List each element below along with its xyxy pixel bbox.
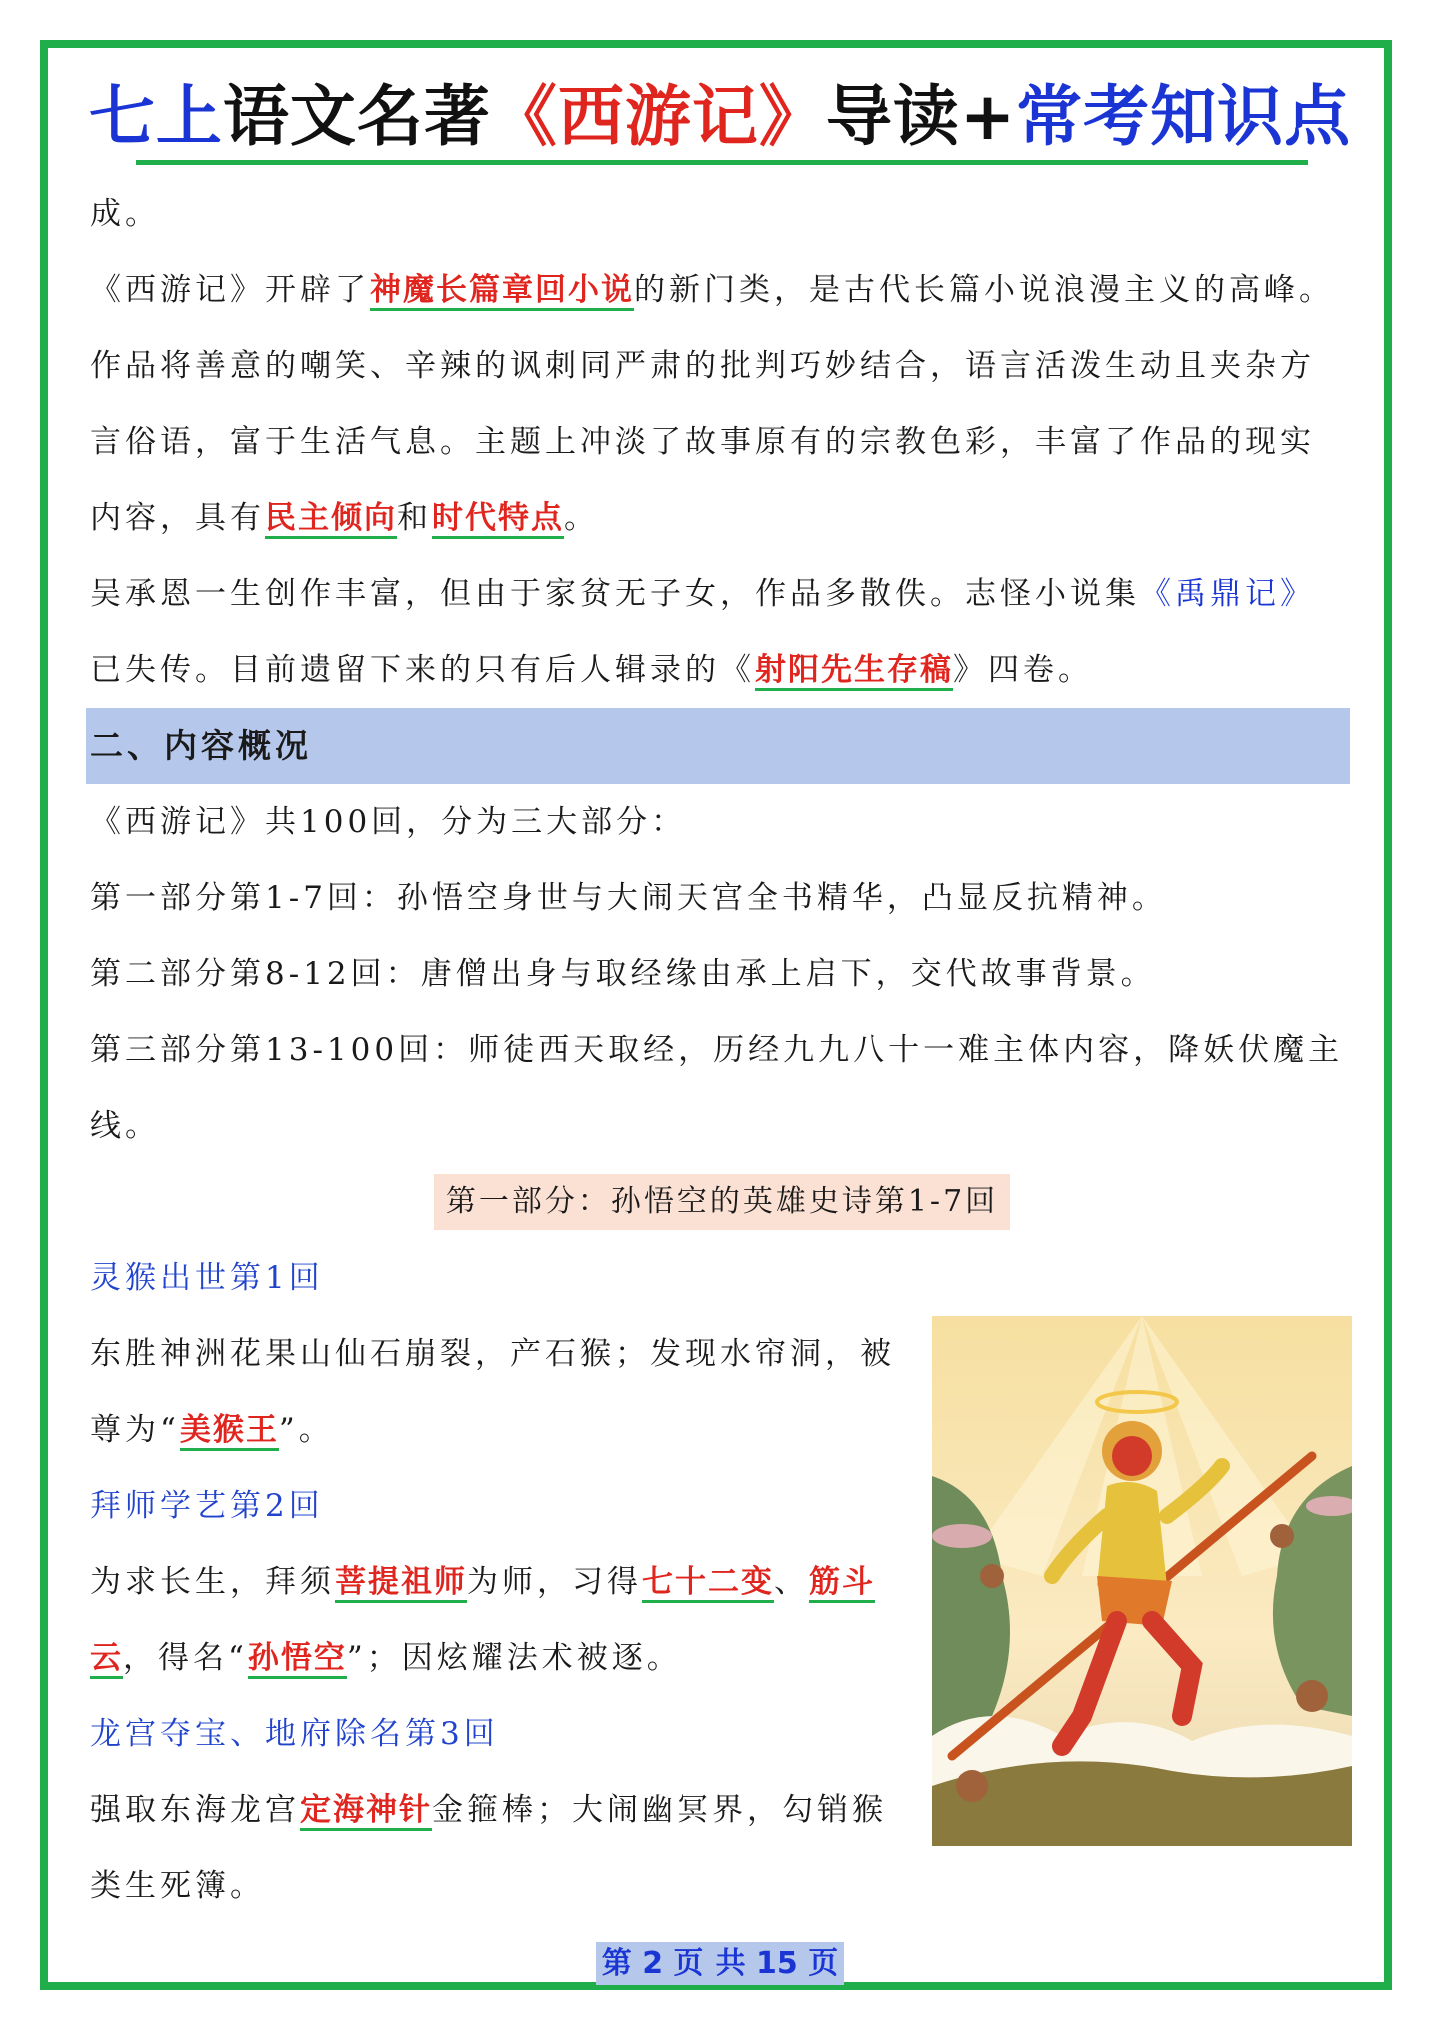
highlight-term: 七十二变	[642, 1564, 774, 1603]
highlight-term: 民主倾向	[265, 500, 397, 539]
text: 。	[564, 500, 599, 536]
part-title: 第一部分：孙悟空的英雄史诗第1-7回	[434, 1174, 1010, 1230]
intro-line: 作品将善意的嘲笑、辛辣的讽刺同严肃的批判巧妙结合，语言活泼生动且夹杂方	[90, 348, 1315, 384]
highlight-term: 筋斗	[809, 1564, 875, 1603]
chapter-line: 类生死簿。	[90, 1868, 265, 1904]
text: 和	[397, 500, 432, 536]
text: 》四卷。	[953, 652, 1093, 688]
intro-line	[90, 252, 1360, 328]
intro-line	[90, 480, 1360, 556]
intro-line	[90, 556, 1360, 632]
highlight-term: 神魔长篇章回小说	[370, 272, 634, 311]
chapter-title: 灵猴出世第1回	[90, 1260, 324, 1296]
text: 强取东海龙宫	[90, 1792, 300, 1828]
book-title-blue: 《禹鼎记》	[1140, 576, 1315, 612]
title-part-5: 常考知识点	[1016, 78, 1352, 155]
intro-line: 成。	[90, 196, 160, 232]
text: 尊为“	[90, 1412, 180, 1448]
document-body	[90, 176, 1360, 1924]
content-line: 第二部分第8-12回：唐僧出身与取经缘由承上启下，交代故事背景。	[90, 956, 1156, 992]
content-line: 第一部分第1-7回：孙悟空身世与大闹天宫全书精华，凸显反抗精神。	[90, 880, 1167, 916]
chapter-title: 龙宫夺宝、地府除名第3回	[90, 1716, 499, 1752]
text: 《西游记》开辟了	[90, 272, 370, 308]
content-line: 《西游记》共100回，分为三大部分：	[90, 804, 687, 840]
text: 吴承恩一生创作丰富，但由于家贫无子女，作品多散佚。志怪小说集	[90, 576, 1140, 612]
content-line: 线。	[90, 1108, 160, 1144]
page-total: 共 15 页	[710, 1942, 845, 1985]
page-current: 第 2 页	[596, 1942, 710, 1985]
highlight-term: 时代特点	[432, 500, 564, 539]
chapter-text-column	[90, 1240, 920, 1924]
chapter-line	[90, 1544, 920, 1620]
chapter-line	[90, 1772, 920, 1848]
highlight-term: 菩提祖师	[335, 1564, 467, 1603]
chapter-line: 东胜神洲花果山仙石崩裂，产石猴；发现水帘洞，被	[90, 1336, 895, 1372]
title-part-1: 七上	[88, 78, 223, 155]
chapter-line	[90, 1392, 920, 1468]
highlight-term: 美猴王	[180, 1412, 279, 1451]
text: 已失传。目前遗留下来的只有后人辑录的《	[90, 652, 755, 688]
title-underline	[136, 160, 1308, 165]
highlight-term: 定海神针	[300, 1792, 432, 1831]
chapter-line	[90, 1620, 920, 1696]
title-part-2: 语文名著	[222, 78, 491, 155]
chapter-title: 拜师学艺第2回	[90, 1488, 324, 1524]
section-heading: 二、内容概况	[86, 708, 1350, 784]
monkey-king-illustration	[932, 1316, 1352, 1846]
text: 为求长生，拜须	[90, 1564, 335, 1600]
highlight-term: 云	[90, 1640, 123, 1679]
text: ，得名“	[123, 1640, 248, 1676]
highlight-term: 孙悟空	[248, 1640, 347, 1679]
highlight-term: 射阳先生存稿	[755, 652, 953, 691]
title-part-4: 导读+	[825, 78, 1017, 155]
text: ”；因炫耀法术被逐。	[346, 1640, 682, 1676]
text: 、	[774, 1564, 809, 1600]
page-number	[0, 1940, 1440, 1988]
intro-line: 言俗语，富于生活气息。主题上冲淡了故事原有的宗教色彩，丰富了作品的现实	[90, 424, 1315, 460]
text: 的新门类，是古代长篇小说浪漫主义的高峰。	[634, 272, 1334, 308]
title-part-3: 《西游记》	[490, 78, 826, 155]
text: 为师，习得	[467, 1564, 642, 1600]
part-title-wrap	[90, 1164, 1354, 1240]
content-line: 第三部分第13-100回：师徒西天取经，历经九九八十一难主体内容，降妖伏魔主	[90, 1032, 1344, 1068]
chapter-section	[90, 1240, 1360, 1924]
text: ”。	[278, 1412, 334, 1448]
page-title	[0, 72, 1440, 162]
text: 内容，具有	[90, 500, 265, 536]
intro-line	[90, 632, 1360, 708]
text: 金箍棒；大闹幽冥界，勾销猴	[432, 1792, 887, 1828]
